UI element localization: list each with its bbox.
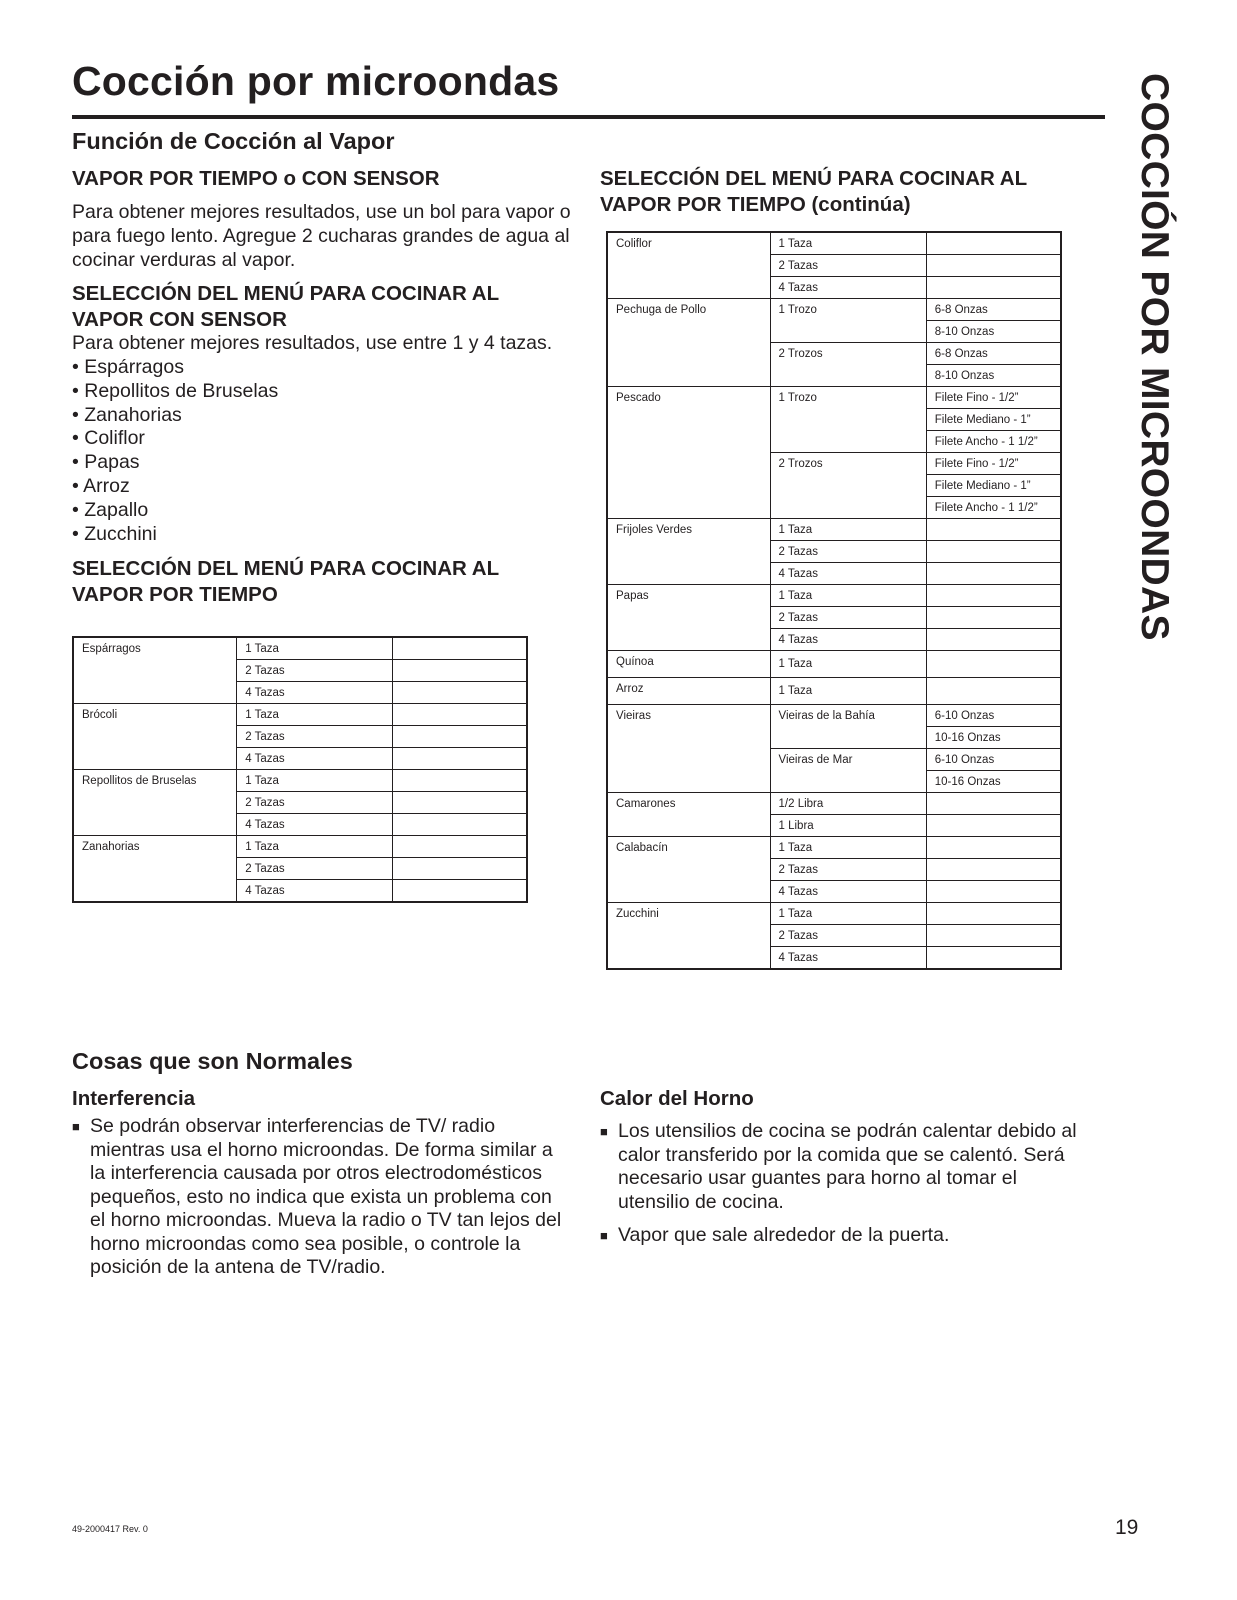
size-cell [926, 232, 1061, 255]
table-row [607, 651, 1061, 678]
interference-list [72, 1115, 568, 1290]
amount-cell: 1 Taza [237, 637, 393, 660]
table-row [73, 770, 527, 792]
food-cell: Repollitos de Bruselas [73, 770, 237, 836]
steam-intro: Para obtener mejores resultados, use un bol para vapor o para fuego lento. Agregue 2 cucharas grandes de agua al cocinar verduras al vapor. [72, 201, 571, 271]
size-cell: 6-8 Onzas [926, 299, 1061, 321]
amount-cell: 2 Tazas [770, 859, 926, 881]
normal-heading: Cosas que son Normales [72, 1048, 353, 1074]
size-cell [926, 607, 1061, 629]
size-cell: 8-10 Onzas [926, 365, 1061, 387]
interference-heading: Interferencia [72, 1087, 196, 1110]
amount-cell: 1 Taza [770, 519, 926, 541]
amount-cell: 4 Tazas [770, 629, 926, 651]
size-cell: 10-16 Onzas [926, 727, 1061, 749]
food-cell: Espárragos [73, 637, 237, 704]
food-cell: Calabacín [607, 837, 770, 903]
heat-heading: Calor del Horno [600, 1087, 754, 1110]
size-cell [393, 660, 527, 682]
timed-heading: SELECCIÓN DEL MENÚ PARA COCINAR AL VAPOR POR TIEMPO [72, 557, 499, 606]
size-cell [393, 682, 527, 704]
list-item: • Papas [72, 451, 278, 475]
size-cell [926, 629, 1061, 651]
size-cell: 6-10 Onzas [926, 749, 1061, 771]
amount-cell: 1 Libra [770, 815, 926, 837]
document-code: 49-2000417 Rev. 0 [72, 1524, 148, 1534]
size-cell: Filete Mediano - 1” [926, 475, 1061, 497]
amount-cell: 2 Tazas [237, 660, 393, 682]
amount-cell: 4 Tazas [237, 682, 393, 704]
sensor-intro: Para obtener mejores resultados, use entre 1 y 4 tazas. [72, 332, 553, 354]
size-cell: 6-8 Onzas [926, 343, 1061, 365]
amount-cell: 1 Taza [770, 903, 926, 925]
heat-list [600, 1120, 1090, 1258]
side-section-title: COCCIÓN POR MICROONDAS [1133, 73, 1176, 641]
size-cell [926, 678, 1061, 705]
table-row [607, 585, 1061, 607]
size-cell [926, 947, 1061, 970]
list-item: ■ Vapor que sale alrededor de la puerta. [600, 1224, 1090, 1248]
amount-cell: 1 Taza [237, 770, 393, 792]
size-cell [926, 277, 1061, 299]
table-row [73, 637, 527, 660]
page-number: 19 [1115, 1516, 1139, 1539]
amount-cell: 1 Trozo [770, 387, 926, 453]
amount-cell: 2 Tazas [770, 607, 926, 629]
size-cell [926, 585, 1061, 607]
size-cell [393, 836, 527, 858]
size-cell: Filete Fino - 1/2” [926, 453, 1061, 475]
food-cell: Coliflor [607, 232, 770, 299]
size-cell [393, 770, 527, 792]
food-cell: Brócoli [73, 704, 237, 770]
amount-cell: 4 Tazas [770, 563, 926, 585]
table-row [607, 232, 1061, 255]
size-cell [926, 541, 1061, 563]
food-cell: Pescado [607, 387, 770, 519]
amount-cell: 2 Tazas [770, 541, 926, 563]
size-cell [926, 563, 1061, 585]
size-cell [926, 815, 1061, 837]
size-cell [926, 881, 1061, 903]
table-row [607, 678, 1061, 705]
amount-cell: 2 Trozos [770, 453, 926, 519]
food-cell: Pechuga de Pollo [607, 299, 770, 387]
size-cell [926, 837, 1061, 859]
size-cell: 10-16 Onzas [926, 771, 1061, 793]
timed-steam-table [72, 636, 528, 903]
food-cell: Zanahorias [73, 836, 237, 903]
list-item: • Coliflor [72, 427, 278, 451]
amount-cell: 2 Tazas [237, 858, 393, 880]
list-item: ■ Se podrán observar interferencias de TV/ radio mientras usa el horno microondas. De forma similar a la interferencia causada por otros electrodomésticos pequeños, esto no indica que exista un problema con el horno microondas. Mueva la radio o TV tan lejos del horno microondas como sea posible, o controle la posición de la antena de TV/radio. [72, 1115, 568, 1280]
size-cell: Filete Mediano - 1” [926, 409, 1061, 431]
size-cell: Filete Ancho - 1 1/2” [926, 431, 1061, 453]
amount-cell: 2 Tazas [237, 792, 393, 814]
title-rule [72, 115, 1105, 119]
list-item: ■ Los utensilios de cocina se podrán calentar debido al calor transferido por la comida que se calentó. Será necesario usar guantes para horno al tomar el utensilio de cocina. [600, 1120, 1090, 1214]
amount-cell: 2 Tazas [237, 726, 393, 748]
size-cell [926, 925, 1061, 947]
amount-cell: 1 Trozo [770, 299, 926, 343]
list-item: • Zucchini [72, 523, 278, 547]
amount-cell: 4 Tazas [770, 947, 926, 970]
size-cell [393, 704, 527, 726]
list-item: • Espárragos [72, 356, 278, 380]
table-row [73, 836, 527, 858]
sensor-heading: SELECCIÓN DEL MENÚ PARA COCINAR AL VAPOR CON SENSOR [72, 282, 499, 331]
size-cell [926, 903, 1061, 925]
amount-cell: Vieiras de Mar [770, 749, 926, 793]
size-cell [926, 651, 1061, 678]
size-cell: Filete Ancho - 1 1/2” [926, 497, 1061, 519]
size-cell [926, 859, 1061, 881]
page-title: Cocción por microondas [72, 58, 560, 104]
food-cell: Arroz [607, 678, 770, 705]
amount-cell: Vieiras de la Bahía [770, 705, 926, 749]
table-row [607, 387, 1061, 409]
table-row [607, 793, 1061, 815]
size-cell: 6-10 Onzas [926, 705, 1061, 727]
amount-cell: 2 Tazas [770, 925, 926, 947]
list-item: • Arroz [72, 475, 278, 499]
food-cell: Camarones [607, 793, 770, 837]
table-row [607, 903, 1061, 925]
amount-cell: 4 Tazas [237, 814, 393, 836]
size-cell [393, 637, 527, 660]
size-cell [926, 793, 1061, 815]
amount-cell: 4 Tazas [237, 880, 393, 903]
size-cell: 8-10 Onzas [926, 321, 1061, 343]
food-cell: Frijoles Verdes [607, 519, 770, 585]
timed-cont-heading: SELECCIÓN DEL MENÚ PARA COCINAR AL VAPOR POR TIEMPO (continúa) [600, 167, 1027, 216]
amount-cell: 2 Tazas [770, 255, 926, 277]
list-item: • Zanahorias [72, 404, 278, 428]
amount-cell: 1 Taza [237, 704, 393, 726]
size-cell [393, 814, 527, 836]
size-cell [393, 880, 527, 903]
table-row [607, 837, 1061, 859]
amount-cell: 1 Taza [237, 836, 393, 858]
food-cell: Papas [607, 585, 770, 651]
amount-cell: 2 Trozos [770, 343, 926, 387]
amount-cell: 1 Taza [770, 651, 926, 678]
amount-cell: 4 Tazas [770, 277, 926, 299]
size-cell [393, 748, 527, 770]
food-cell: Quínoa [607, 651, 770, 678]
list-item: • Repollitos de Bruselas [72, 380, 278, 404]
size-cell: Filete Fino - 1/2” [926, 387, 1061, 409]
table-row [607, 705, 1061, 727]
steam-subheading: VAPOR POR TIEMPO o CON SENSOR [72, 167, 440, 190]
food-cell: Vieiras [607, 705, 770, 793]
food-cell: Zucchini [607, 903, 770, 970]
size-cell [393, 792, 527, 814]
size-cell [926, 255, 1061, 277]
size-cell [393, 858, 527, 880]
amount-cell: 1 Taza [770, 585, 926, 607]
amount-cell: 1 Taza [770, 232, 926, 255]
timed-steam-table-continued [606, 231, 1062, 970]
table-row [73, 704, 527, 726]
amount-cell: 4 Tazas [237, 748, 393, 770]
amount-cell: 4 Tazas [770, 881, 926, 903]
list-item: • Zapallo [72, 499, 278, 523]
amount-cell: 1 Taza [770, 678, 926, 705]
size-cell [926, 519, 1061, 541]
size-cell [393, 726, 527, 748]
amount-cell: 1/2 Libra [770, 793, 926, 815]
sensor-food-list [72, 356, 278, 546]
steam-heading: Función de Cocción al Vapor [72, 128, 395, 154]
table-row [607, 519, 1061, 541]
amount-cell: 1 Taza [770, 837, 926, 859]
table-row [607, 299, 1061, 321]
